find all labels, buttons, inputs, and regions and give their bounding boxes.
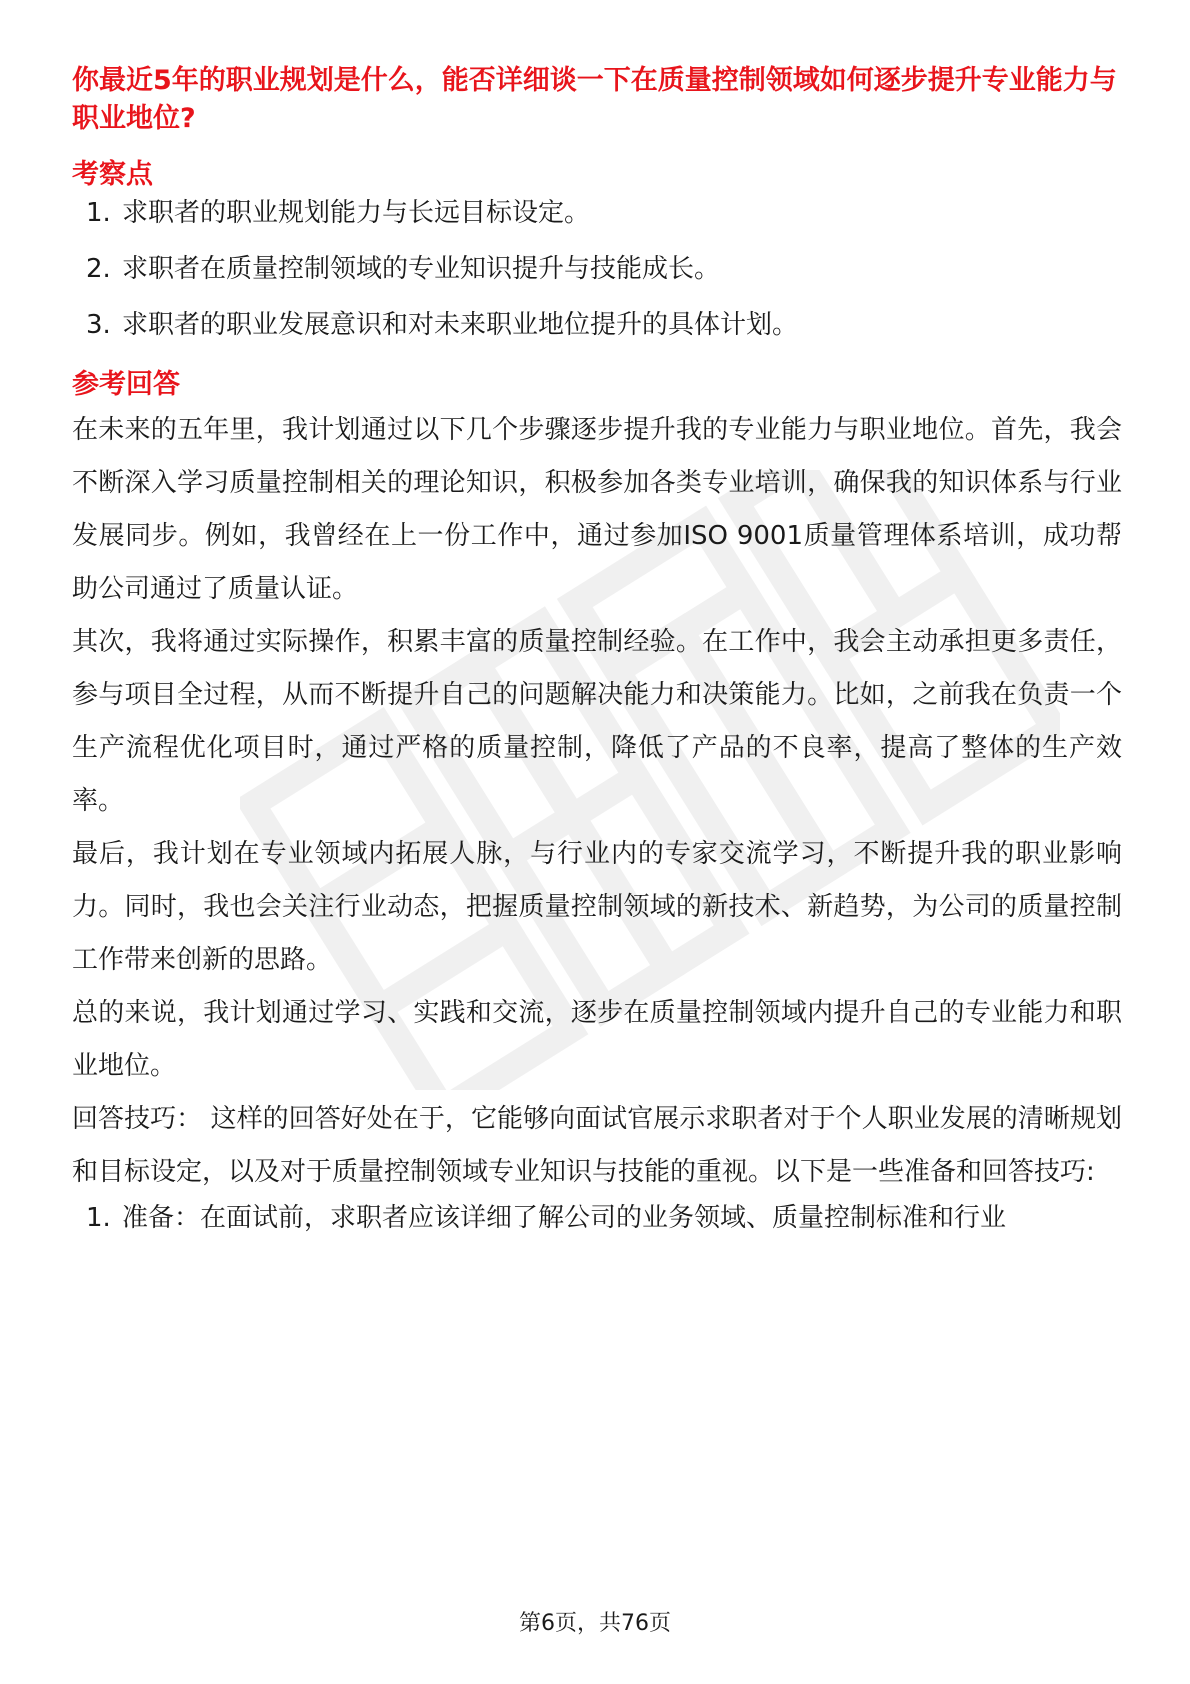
list-item-text: 求职者在质量控制领域的专业知识提升与技能成长。 [122,254,721,284]
points-list [72,194,1122,344]
list-item-number: 1. [86,198,111,228]
answer-paragraph: 总的来说，我计划通过学习、实践和交流，逐步在质量控制领域内提升自己的专业能力和职业地位。 [72,998,1122,1081]
answer-paragraph: 在未来的五年里，我计划通过以下几个步骤逐步提升我的专业能力与职业地位。首先，我会不断深入学习质量控制相关的理论知识，积极参加各类专业培训，确保我的知识体系与行业发展同步。例如，我曾经在上一份工作中，通过参加ISO 9001质量管理体系培训，成功帮助公司通过了质量认证。 [72,415,1122,604]
list-item-number: 1. [86,1203,111,1233]
list-item-text: 准备：在面试前，求职者应该详细了解公司的业务领域、质量控制标准和行业 [122,1203,1007,1233]
tips-list [72,1199,1122,1237]
list-item-number: 3. [86,310,111,340]
page-footer: 第6页，共76页 [519,1611,671,1636]
answer-paragraph: 其次，我将通过实际操作，积累丰富的质量控制经验。在工作中，我会主动承担更多责任，参与项目全过程，从而不断提升自己的问题解决能力和决策能力。比如，之前我在负责一个生产流程优化项目时，通过严格的质量控制，降低了产品的不良率，提高了整体的生产效率。 [72,627,1122,816]
list-item-number: 2. [86,254,111,284]
list-item-text: 求职者的职业发展意识和对未来职业地位提升的具体计划。 [122,310,799,340]
list-item [72,194,1122,232]
answer-heading: 参考回答 [72,369,180,400]
list-item [72,250,1122,288]
list-item [72,306,1122,344]
list-item [72,1199,1122,1237]
points-heading: 考察点 [72,159,153,190]
answer-paragraph: 最后，我计划在专业领域内拓展人脉，与行业内的专家交流学习，不断提升我的职业影响力。同时，我也会关注行业动态，把握质量控制领域的新技术、新趋势，为公司的质量控制工作带来创新的思路。 [72,839,1122,975]
document-content [72,62,1122,1237]
list-item-text: 求职者的职业规划能力与长远目标设定。 [122,198,591,228]
tips-paragraph: 回答技巧： 这样的回答好处在于，它能够向面试官展示求职者对于个人职业发展的清晰规划和目标设定，以及对于质量控制领域专业知识与技能的重视。以下是一些准备和回答技巧: [72,1104,1122,1187]
question-title: 你最近5年的职业规划是什么，能否详细谈一下在质量控制领域如何逐步提升专业能力与职业地位? [72,65,1117,134]
